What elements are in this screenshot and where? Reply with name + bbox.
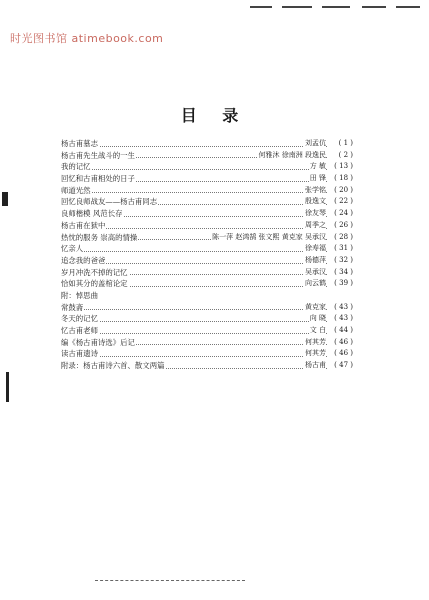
entry-author: 徐寿福 (304, 243, 326, 255)
entry-author: 向 晓 (309, 313, 326, 325)
entry-page: ( 32 ) (327, 255, 353, 267)
entry-author: 方 敏 (309, 161, 326, 173)
toc-entry (61, 220, 353, 232)
entry-title: 冬天的记忆 (61, 314, 98, 324)
toc-entry (61, 325, 353, 337)
toc-entry (61, 302, 353, 314)
watermark: 时光图书馆 atimebook.com (10, 32, 164, 45)
entry-author: 陈一萍 赵鸿鹄 张文熙 黄克家 吴承汉 (211, 232, 326, 244)
entry-author: 田 锋 (309, 173, 326, 185)
entry-author: 黄克家 (304, 302, 326, 314)
entry-author: 何雅沐 徐南洲 段逸民 (258, 150, 326, 162)
entry-author: 吴承汉 (304, 267, 326, 279)
entry-page: ( 31 ) (327, 243, 353, 255)
entry-author: 刘孟伉 (304, 138, 326, 150)
toc-entry (61, 313, 353, 325)
toc-entry (61, 243, 353, 255)
entry-title: 回忆良师战友——杨古甫同志 (61, 197, 158, 207)
entry-author: 张学铭 (304, 185, 326, 197)
entry-page: ( 2 ) (327, 150, 353, 162)
toc-entry (61, 185, 353, 197)
top-edge-marks (250, 6, 420, 14)
toc-entry (61, 255, 353, 267)
entry-author: 周季之 (304, 220, 326, 232)
entry-title: 杨古甫墓志 (61, 139, 98, 148)
entry-page: ( 47 ) (327, 360, 353, 372)
entry-title: 我的记忆 (61, 162, 91, 172)
entry-page: ( 26 ) (327, 220, 353, 232)
entry-page: ( 34 ) (327, 267, 353, 279)
entry-page: ( 24 ) (327, 208, 353, 220)
entry-page: ( 39 ) (327, 278, 353, 290)
entry-author: 文 白 (309, 325, 326, 337)
entry-title: 常鼓斋 (61, 302, 84, 312)
entry-title: 附：悼思曲 (61, 290, 98, 300)
entry-author: 杨古甫 (304, 360, 326, 372)
entry-author: 杨德萍 (304, 255, 326, 267)
toc-entry (61, 196, 353, 208)
entry-page: ( 20 ) (327, 185, 353, 197)
entry-title: 读古甫遗诗 (61, 349, 98, 359)
entry-author: 徐友琴 (304, 208, 326, 220)
entry-title: 师道光然 (61, 185, 91, 195)
toc-entry (61, 150, 353, 162)
binding-mark (2, 192, 8, 206)
entry-author: 向云鹤 (304, 278, 326, 290)
binding-mark (6, 372, 9, 402)
entry-title: 忆亲人 (61, 244, 84, 254)
bottom-edge-marks (95, 580, 245, 581)
toc-entry (61, 208, 353, 220)
entry-title: 杨古甫先生战斗的一生 (61, 150, 135, 160)
toc-entry (61, 348, 353, 360)
entry-page: ( 1 ) (327, 138, 353, 150)
entry-title: 良师楷模 风范长存 (61, 209, 123, 219)
entry-page: ( 43 ) (327, 302, 353, 314)
entry-author: 殷逸文 (304, 196, 326, 208)
entry-page: ( 22 ) (327, 196, 353, 208)
toc-entry (61, 232, 353, 244)
entry-title: 编《杨古甫诗选》后记 (61, 337, 135, 347)
entry-page: ( 43 ) (327, 313, 353, 325)
toc-entry (61, 267, 353, 279)
entry-title: 忆古甫老师 (61, 326, 98, 335)
toc-entry (61, 161, 353, 173)
toc-entry (61, 138, 353, 150)
toc-entry (61, 173, 353, 185)
toc-entry (61, 360, 353, 372)
entry-title: 追念我的爸爸 (61, 255, 106, 265)
entry-page: ( 28 ) (327, 232, 353, 244)
entry-title: 杨古甫在狱中 (61, 220, 106, 230)
entry-page: ( 18 ) (327, 173, 353, 185)
page-title: 目 录 (180, 106, 249, 125)
entry-title: 恰如其分的盖棺论定 (61, 279, 128, 289)
entry-title: 附录：杨古甫诗六首、散文两篇 (61, 361, 165, 371)
entry-author: 何其芳 (304, 337, 326, 349)
entry-title: 回忆和古甫相处的日子 (61, 174, 135, 184)
entry-page: ( 46 ) (327, 348, 353, 360)
entry-page: ( 13 ) (327, 161, 353, 173)
toc-entry (61, 278, 353, 290)
entry-author: 何其芳 (304, 348, 326, 360)
table-of-contents (61, 138, 353, 372)
entry-page: ( 44 ) (327, 325, 353, 337)
entry-page: ( 46 ) (327, 337, 353, 349)
entry-title: 岁月冲洗不掉的记忆 (61, 267, 128, 277)
entry-title: 热忱的服务 崇高的情操 (61, 232, 138, 242)
toc-section-heading (61, 290, 353, 302)
toc-entry (61, 337, 353, 349)
